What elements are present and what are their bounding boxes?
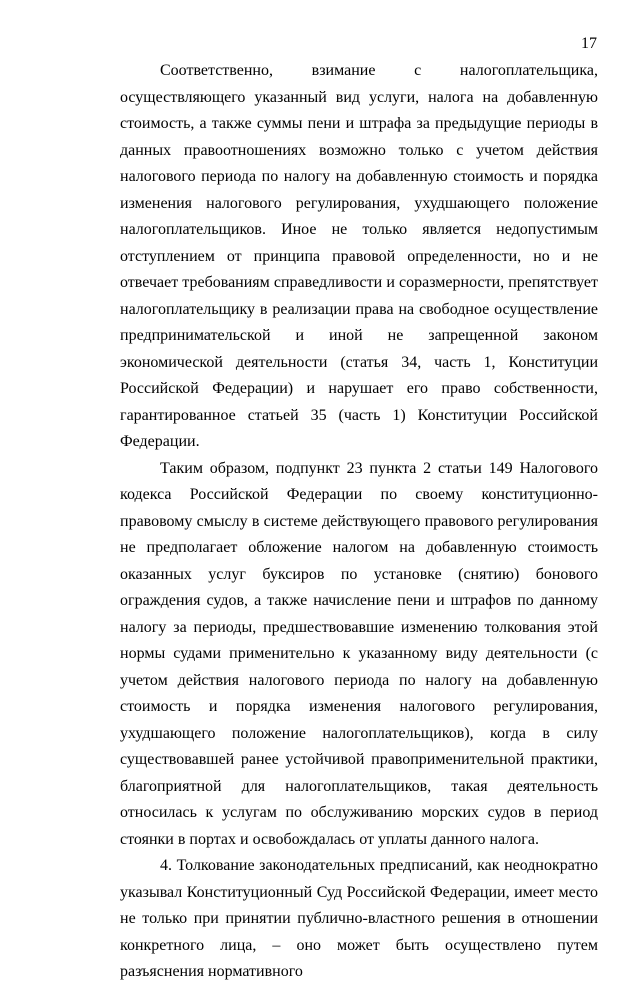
document-body: [120, 58, 598, 986]
page-number: 17: [581, 35, 597, 52]
paragraph-2: Таким образом, подпункт 23 пункта 2 статьи 149 Налогового кодекса Российской Федерации по своему конституционно-правовому смыслу в системе действующего правового регулирования не предполагает обложение налогом на добавленную стоимость оказанных услуг буксиров по установке (снятию) бонового ограждения судов, а также начисление пени и штрафов по данному налогу за периоды, предшествовавшие изменению толкования этой нормы судами применительно к указанному виду деятельности (с учетом действия налогового периода по налогу на добавленную стоимость и порядка изменения налогового регулирования, ухудшающего положение налогоплательщиков), когда в силу существовавшей ранее устойчивой правоприменительной практики, благоприятной для налогоплательщиков, такая деятельность относилась к услугам по обслуживанию морских судов в период стоянки в портах и освобождалась от уплаты данного налога.: [120, 459, 598, 848]
paragraph-3: 4. Толкование законодательных предписаний, как неоднократно указывал Конституционный Суд Российской Федерации, имеет место не только при принятии публично-властного решения в отношении конкретного лица, – оно может быть осуществлено путем разъяснения нормативного: [120, 857, 598, 980]
paragraph-1: Соответственно, взимание с налогоплательщика, осуществляющего указанный вид услуги, налога на добавленную стоимость, а также суммы пени и штрафа за предыдущие периоды в данных правоотношениях возможно только с учетом действия налогового периода по налогу на добавленную стоимость и порядка изменения налогового регулирования, ухудшающего положение налогоплательщиков. Иное не только является недопустимым отступлением от принципа правовой определенности, но и не отвечает требованиям справедливости и соразмерности, препятствует налогоплательщику в реализации права на свободное осуществление предпринимательской и иной не запрещенной законом экономической деятельности (статья 34, часть 1, Конституции Российской Федерации) и нарушает его право собственности, гарантированное статьей 35 (часть 1) Конституции Российской Федерации.: [120, 62, 598, 450]
